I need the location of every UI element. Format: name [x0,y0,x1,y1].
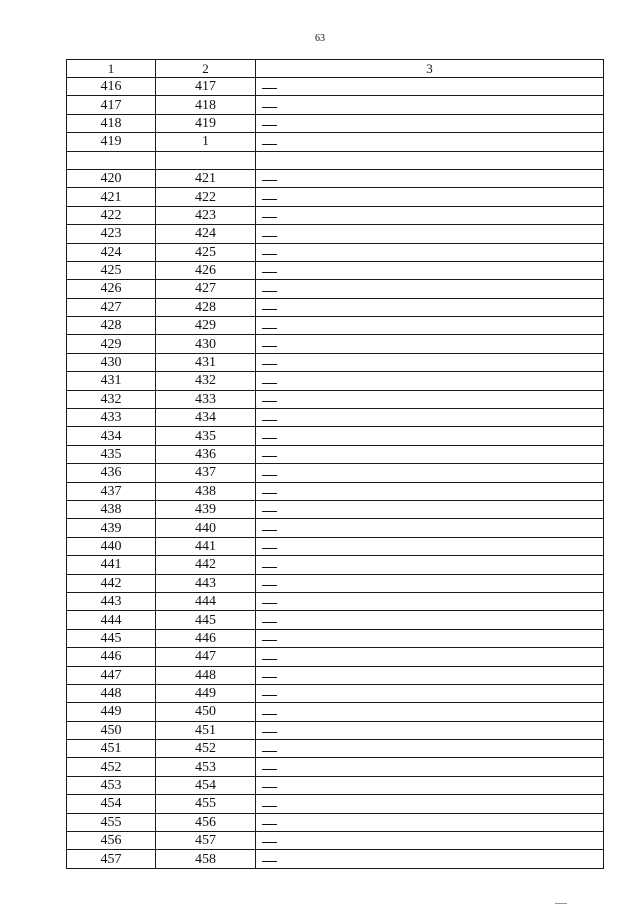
dash-mark [262,695,277,696]
table-cell-col1: 437 [67,482,156,500]
table-cell-col3 [256,261,604,279]
table-cell-col2: 448 [156,666,256,684]
dash-mark [262,622,277,623]
table-cell-col3 [256,684,604,702]
table-row [67,556,604,574]
table-cell-col3 [256,666,604,684]
table-cell-col1: 456 [67,832,156,850]
table-row [67,114,604,132]
table-row [67,500,604,518]
table-cell-col1: 431 [67,372,156,390]
table-cell-col3 [256,372,604,390]
table-cell-col3 [256,519,604,537]
table-cell-col1: 427 [67,298,156,316]
table-cell-col1: 447 [67,666,156,684]
column-header-2: 2 [156,60,256,78]
table-cell-col3 [256,464,604,482]
dash-mark [262,567,277,568]
table-cell-col1: 453 [67,776,156,794]
table-cell-col1: 454 [67,795,156,813]
table-cell-col3 [256,648,604,666]
table-row [67,703,604,721]
table-cell-col3 [256,795,604,813]
dash-mark [262,401,277,402]
table-cell-col2: 449 [156,684,256,702]
table-cell-col2: 427 [156,280,256,298]
dash-mark [262,787,277,788]
column-header-1: 1 [67,60,156,78]
table-cell-col1: 457 [67,850,156,868]
table-cell-col2: 419 [156,114,256,132]
table-cell-col3 [256,556,604,574]
dash-mark [262,88,277,89]
table-cell-col2: 445 [156,611,256,629]
table-row [67,519,604,537]
table-row [67,445,604,463]
dash-mark [262,272,277,273]
table-cell-col1: 420 [67,169,156,187]
table-cell-col1: 450 [67,721,156,739]
table-cell-col2: 421 [156,169,256,187]
table-cell-col1: 418 [67,114,156,132]
dash-mark [262,530,277,531]
table-cell-col3 [256,574,604,592]
table-cell-col1: 424 [67,243,156,261]
table-row [67,648,604,666]
table-cell-col3 [256,445,604,463]
table-cell-col2: 436 [156,445,256,463]
table-row [67,206,604,224]
table-cell-col1: 429 [67,335,156,353]
table-row [67,758,604,776]
table-cell-col3 [256,813,604,831]
table-cell-col3 [256,188,604,206]
dash-mark [262,383,277,384]
table-cell-col2: 450 [156,703,256,721]
table-cell-col3 [256,409,604,427]
table-cell-col1: 448 [67,684,156,702]
dash-mark [262,640,277,641]
dash-mark [262,585,277,586]
table-row [67,372,604,390]
table-row [67,666,604,684]
table-row [67,832,604,850]
dash-mark [262,144,277,145]
table-cell-col1: 421 [67,188,156,206]
table-body [67,78,604,869]
table-cell-col3 [256,206,604,224]
table-cell-col3 [256,832,604,850]
table-cell-col1: 442 [67,574,156,592]
table-cell-col1: 416 [67,78,156,96]
dash-mark [262,861,277,862]
table-cell-col2: 456 [156,813,256,831]
table-cell-col3 [256,611,604,629]
table-row [67,409,604,427]
dash-mark [262,548,277,549]
table-cell-col2: 432 [156,372,256,390]
table-cell-col2: 439 [156,500,256,518]
table-row [67,795,604,813]
table-row [67,684,604,702]
table-cell-col1: 452 [67,758,156,776]
dash-mark [262,309,277,310]
table-cell-col3 [256,317,604,335]
table-row [67,169,604,187]
table-cell-col2: 425 [156,243,256,261]
dash-mark [262,420,277,421]
dash-mark [262,346,277,347]
table-row [67,225,604,243]
page-number: 63 [315,33,325,44]
dash-mark [262,438,277,439]
table-row [67,298,604,316]
table-cell-col1: 446 [67,648,156,666]
table-row [67,96,604,114]
table-cell-col2: 452 [156,740,256,758]
table-cell-col1: 417 [67,96,156,114]
table-row [67,317,604,335]
table-row [67,390,604,408]
table-cell-col3 [256,169,604,187]
dash-mark [262,677,277,678]
table-cell-col3 [256,151,604,169]
table-cell-col1: 449 [67,703,156,721]
table-row [67,280,604,298]
dash-mark [262,769,277,770]
dash-mark [262,328,277,329]
table-cell-col1: 440 [67,537,156,555]
dash-mark [262,824,277,825]
table-cell-col2: 423 [156,206,256,224]
table-cell-col2: 453 [156,758,256,776]
table-row [67,611,604,629]
table-cell-col3 [256,133,604,151]
table-cell-col1: 426 [67,280,156,298]
table-cell-col2: 422 [156,188,256,206]
table-cell-col3 [256,280,604,298]
column-header-3: 3 [256,60,604,78]
table-row [67,813,604,831]
table-cell-col2: 429 [156,317,256,335]
dash-mark [262,236,277,237]
dash-mark [262,475,277,476]
table-cell-col2: 447 [156,648,256,666]
table-cell-col2: 1 [156,133,256,151]
table-cell-col2: 437 [156,464,256,482]
table-cell-col1: 435 [67,445,156,463]
table-cell-col1: 434 [67,427,156,445]
table-cell-col3 [256,390,604,408]
dash-mark [262,199,277,200]
table-cell-col1: 428 [67,317,156,335]
table-cell-col3 [256,721,604,739]
table-row [67,537,604,555]
table-cell-col1: 443 [67,592,156,610]
table-cell-col2: 441 [156,537,256,555]
table-cell-col2: 444 [156,592,256,610]
table-row [67,482,604,500]
table-cell-col3 [256,629,604,647]
dash-mark [262,842,277,843]
dash-mark [262,659,277,660]
table-cell-col1: 423 [67,225,156,243]
table-cell-col1: 425 [67,261,156,279]
table-row [67,629,604,647]
table-cell-col2: 431 [156,353,256,371]
table-cell-col1: 444 [67,611,156,629]
table-cell-col2: 440 [156,519,256,537]
table-cell-col2: 442 [156,556,256,574]
table-cell-col1: 438 [67,500,156,518]
table-cell-col1 [67,151,156,169]
scan-mark [555,903,567,904]
table-cell-col3 [256,243,604,261]
table-cell-col1: 439 [67,519,156,537]
table-row [67,850,604,868]
table-cell-col3 [256,225,604,243]
table-cell-col2: 458 [156,850,256,868]
dash-mark [262,493,277,494]
table-cell-col3 [256,500,604,518]
table-cell-col3 [256,335,604,353]
table-cell-col2: 418 [156,96,256,114]
table-row [67,243,604,261]
table-cell-col2: 438 [156,482,256,500]
table-cell-col1: 441 [67,556,156,574]
dash-mark [262,603,277,604]
table-cell-col3 [256,427,604,445]
data-table [66,59,604,869]
table-row [67,133,604,151]
dash-mark [262,217,277,218]
dash-mark [262,751,277,752]
table-cell-col2: 428 [156,298,256,316]
table-cell-col3 [256,78,604,96]
table-cell-col1: 436 [67,464,156,482]
dash-mark [262,254,277,255]
table-header-row [67,60,604,78]
table-cell-col2: 457 [156,832,256,850]
table-cell-col3 [256,776,604,794]
table-cell-col1: 430 [67,353,156,371]
dash-mark [262,364,277,365]
table-row [67,335,604,353]
table-row [67,78,604,96]
table-row [67,574,604,592]
table-cell-col3 [256,114,604,132]
table-cell-col1: 433 [67,409,156,427]
table-cell-col2 [156,151,256,169]
table-row [67,353,604,371]
table-cell-col3 [256,758,604,776]
table-cell-col2: 430 [156,335,256,353]
table-row [67,776,604,794]
dash-mark [262,732,277,733]
table-cell-col3 [256,482,604,500]
table-cell-col2: 451 [156,721,256,739]
table-cell-col3 [256,298,604,316]
dash-mark [262,714,277,715]
table-cell-col3 [256,703,604,721]
dash-mark [262,180,277,181]
table-cell-col2: 446 [156,629,256,647]
table-row [67,188,604,206]
table-cell-col3 [256,537,604,555]
table-cell-col2: 443 [156,574,256,592]
table-row [67,427,604,445]
table-row [67,740,604,758]
table-cell-col2: 454 [156,776,256,794]
table-cell-col2: 434 [156,409,256,427]
table-cell-col1: 419 [67,133,156,151]
table-cell-col3 [256,740,604,758]
dash-mark [262,125,277,126]
dash-mark [262,511,277,512]
table-cell-col2: 426 [156,261,256,279]
table-row [67,592,604,610]
table-row [67,464,604,482]
table-cell-col1: 445 [67,629,156,647]
table-cell-col3 [256,592,604,610]
dash-mark [262,291,277,292]
table-cell-col2: 424 [156,225,256,243]
table-cell-col2: 455 [156,795,256,813]
table-row [67,151,604,169]
dash-mark [262,107,277,108]
table-cell-col1: 422 [67,206,156,224]
table-cell-col1: 432 [67,390,156,408]
table-row [67,721,604,739]
table-row [67,261,604,279]
dash-mark [262,456,277,457]
table-cell-col2: 435 [156,427,256,445]
table-cell-col1: 451 [67,740,156,758]
table-cell-col1: 455 [67,813,156,831]
dash-mark [262,806,277,807]
table-cell-col3 [256,96,604,114]
table-cell-col3 [256,353,604,371]
table-cell-col3 [256,850,604,868]
table-cell-col2: 417 [156,78,256,96]
table-cell-col2: 433 [156,390,256,408]
